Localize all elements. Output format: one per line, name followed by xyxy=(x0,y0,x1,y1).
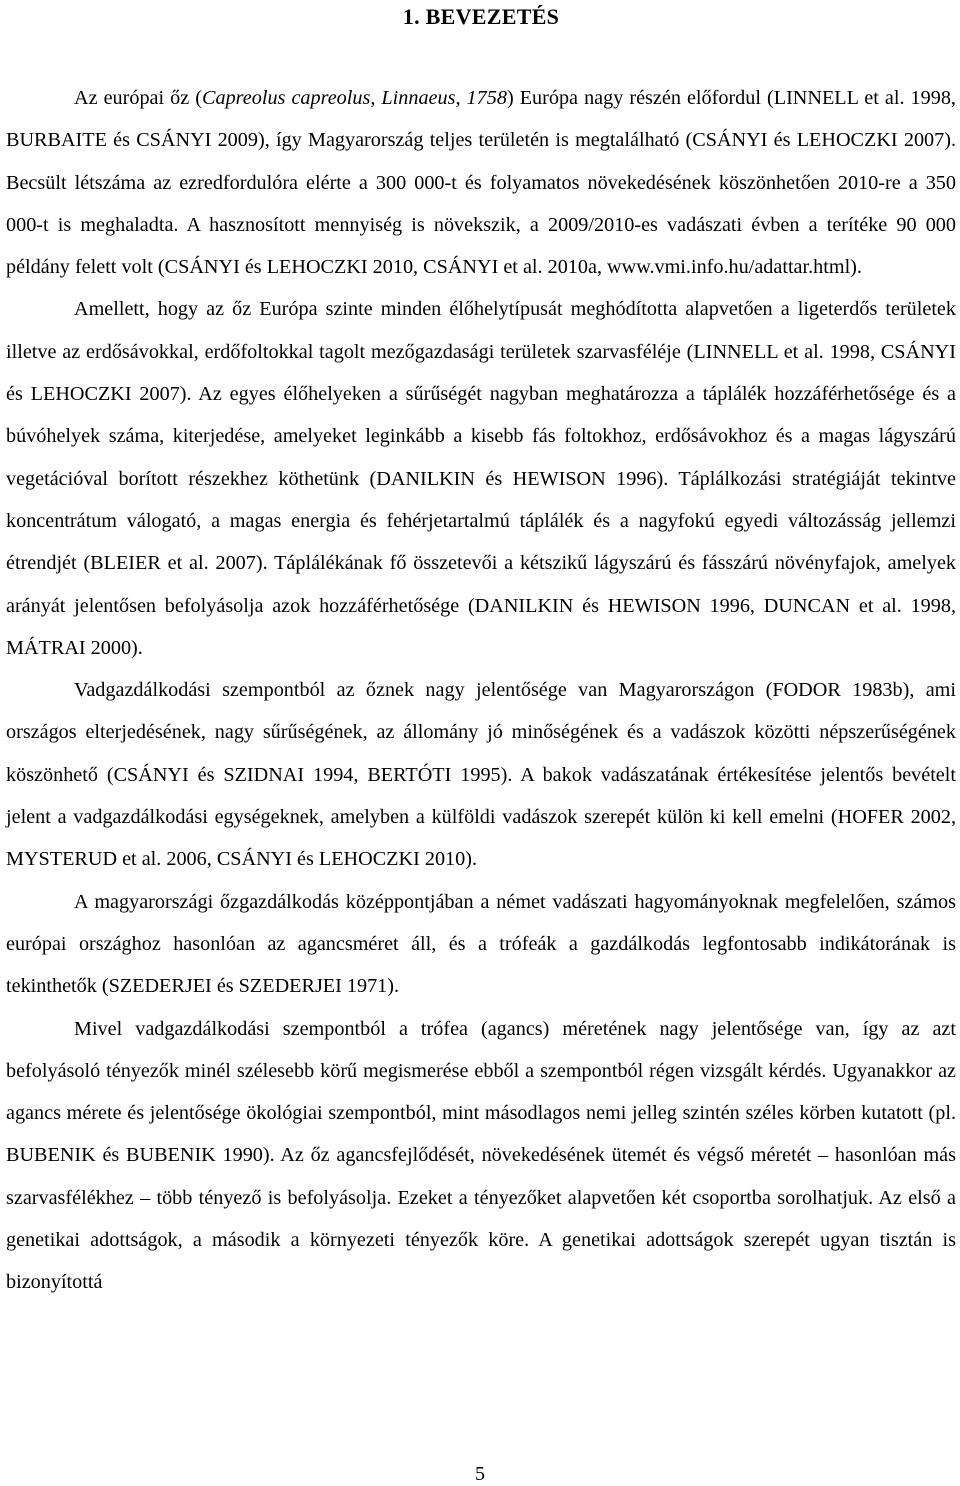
paragraph-3: Vadgazdálkodási szempontból az őznek nagy jelentősége van Magyarországon (FODOR 1983b), ami országos elterjedésének, nagy sűrűségének, az állomány jó minőségének és a vadászok közötti népszerűségének köszönhető (CSÁNYI és SZIDNAI 1994, BERTÓTI 1995). A bakok vadászatának értékesítése jelentős bevételt jelent a vadgazdálkodási egységeknek, amelyben a külföldi vadászok szerepét külön ki kell emelni (HOFER 2002, MYSTERUD et al. 2006, CSÁNYI és LEHOCZKI 2010). xyxy=(6,679,956,871)
paragraph-1-pre: Az európai őz ( xyxy=(74,87,203,109)
species-name: Capreolus capreolus, Linnaeus, 1758 xyxy=(202,87,507,109)
document-page xyxy=(6,0,956,1294)
page-number: 5 xyxy=(475,1463,485,1485)
paragraph-1 xyxy=(6,77,956,288)
paragraph-1-post: ) Európa nagy részén előfordul (LINNELL et al. 1998, BURBAITE és CSÁNYI 2009), így Magyarország teljes területén is megtalálható (CSÁNYI és LEHOCZKI 2007). Becsült létszáma az ezredfordulóra elérte a 300 000-t és folyamatos növekedésének köszönhetően 2010-re a 350 000-t is meghaladta. A hasznosított mennyiség is növekszik, a 2009/2010-es vadászati évben a terítéke 90 000 példány felett volt (CSÁNYI és LEHOCZKI 2010, CSÁNYI et al. 2010a, www.vmi.info.hu/adattar.html). xyxy=(6,87,956,279)
section-heading: 1. BEVEZETÉS xyxy=(402,4,560,29)
paragraph-2: Amellett, hogy az őz Európa szinte minden élőhelytípusát meghódította alapvetően a ligeterdős területek illetve az erdősávokkal, erdőfoltokkal tagolt mezőgazdasági területek szarvasféléje (LINNELL et al. 1998, CSÁNYI és LEHOCZKI 2007). Az egyes élőhelyeken a sűrűségét nagyban meghatározza a táplálék hozzáférhetősége és a búvóhelyek száma, kiterjedése, amelyeket leginkább a kisebb fás foltokhoz, erdősávokhoz és a magas lágyszárú vegetációval borított részekhez köthetünk (DANILKIN és HEWISON 1996). Táplálkozási stratégiáját tekintve koncentrátum válogató, a magas energia és fehérjetartalmú táplálék és a nagyfokú egyedi változásság jellemzi étrendjét (BLEIER et al. 2007). Táplálékának fő összetevői a kétszikű lágyszárú és fásszárú növényfajok, amelyek arányát jelentősen befolyásolja azok hozzáférhetősége (DANILKIN és HEWISON 1996, DUNCAN et al. 1998, MÁTRAI 2000). xyxy=(6,298,956,659)
paragraph-4: A magyarországi őzgazdálkodás középpontjában a német vadászati hagyományoknak megfelelően, számos európai országhoz hasonlóan az agancsméret áll, és a trófeák a gazdálkodás legfontosabb indikátorának is tekinthetők (SZEDERJEI és SZEDERJEI 1971). xyxy=(6,890,956,998)
paragraph-5: Mivel vadgazdálkodási szempontból a trófea (agancs) méretének nagy jelentősége van, így az azt befolyásoló tényezők minél szélesebb körű megismerése ebből a szempontból régen vizsgált kérdés. Ugyanakkor az agancs mérete és jelentősége ökológiai szempontból, mint másodlagos nemi jelleg szintén széles körben kutatott (pl. BUBENIK és BUBENIK 1990). Az őz agancsfejlődését, növekedésének ütemét és végső méretét – hasonlóan más szarvasfélékhez – több tényező is befolyásolja. Ezeket a tényezőket alapvetően két csoportba sorolhatjuk. Az első a genetikai adottságok, a második a környezeti tényezők köre. A genetikai adottságok szerepét ugyan tisztán is bizonyítottá xyxy=(6,1017,956,1294)
body-text xyxy=(6,77,956,1304)
